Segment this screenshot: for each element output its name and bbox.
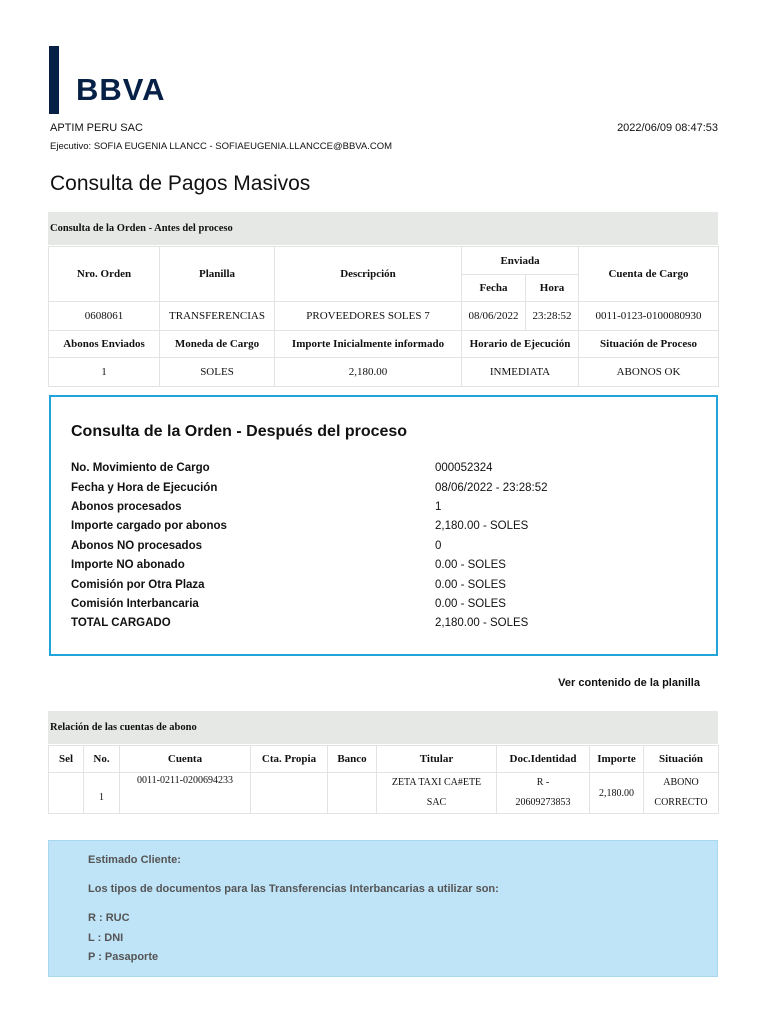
accounts-table xyxy=(48,745,719,814)
row-importe: 2,180.00 xyxy=(590,773,644,814)
header-sel: Sel xyxy=(49,746,84,773)
header-cuenta: Cuenta xyxy=(120,746,251,773)
row-situacion xyxy=(644,773,719,814)
table-row xyxy=(49,302,719,331)
titular-line-1: ZETA TAXI CA#ETE xyxy=(391,777,482,788)
header-banco: Banco xyxy=(328,746,377,773)
doc-type-ruc: R : RUC xyxy=(88,912,130,924)
row-cuenta: 0011-0211-0200694233 xyxy=(120,773,251,814)
row-doc-identidad xyxy=(497,773,590,814)
page-title: Consulta de Pagos Masivos xyxy=(50,172,311,195)
doc-type-pasaporte: P : Pasaporte xyxy=(88,951,159,963)
company-name: APTIM PERU SAC xyxy=(50,122,143,134)
value-total-cargado: 2,180.00 - SOLES xyxy=(435,617,529,629)
value-fecha-hora: 08/06/2022 - 23:28:52 xyxy=(435,482,548,494)
row-no: 1 xyxy=(84,773,120,814)
header-titular: Titular xyxy=(377,746,497,773)
hora: 23:28:52 xyxy=(526,302,579,331)
header-descripcion: Descripción xyxy=(275,247,462,302)
row-banco xyxy=(328,773,377,814)
label-fecha-hora: Fecha y Hora de Ejecución xyxy=(71,482,218,494)
after-process-title: Consulta de la Orden - Después del proceso xyxy=(71,423,408,440)
horario: INMEDIATA xyxy=(462,358,579,387)
doc-line-1: R - xyxy=(536,777,550,788)
label-total-cargado: TOTAL CARGADO xyxy=(71,617,171,629)
accounts-section-header: Relación de las cuentas de abono xyxy=(48,711,718,744)
header-situacion: Situación de Proceso xyxy=(579,331,719,358)
label-movimiento: No. Movimiento de Cargo xyxy=(71,462,210,474)
header-hora: Hora xyxy=(526,275,579,302)
value-importe-cargado: 2,180.00 - SOLES xyxy=(435,520,529,532)
cuenta-cargo: 0011-0123-0100080930 xyxy=(579,302,719,331)
row-titular xyxy=(377,773,497,814)
importe: 2,180.00 xyxy=(275,358,462,387)
header-horario: Horario de Ejecución xyxy=(462,331,579,358)
situacion-line-2: CORRECTO xyxy=(654,797,708,808)
before-section-header: Consulta de la Orden - Antes del proceso xyxy=(48,212,718,245)
header-situacion: Situación xyxy=(644,746,719,773)
header-enviada: Enviada xyxy=(462,247,579,275)
label-importe-cargado: Importe cargado por abonos xyxy=(71,520,227,532)
titular-line-2: SAC xyxy=(426,797,447,808)
bbva-logo: BBVA xyxy=(76,72,166,107)
row-cta-propia xyxy=(251,773,328,814)
executive-info: Ejecutivo: SOFIA EUGENIA LLANCC - SOFIAEUGENIA.LLANCCE@BBVA.COM xyxy=(50,141,393,152)
label-comision-otra-plaza: Comisión por Otra Plaza xyxy=(71,579,205,591)
header-planilla: Planilla xyxy=(160,247,275,302)
header-fecha: Fecha xyxy=(462,275,526,302)
header-cta-propia: Cta. Propia xyxy=(251,746,328,773)
header-no: No. xyxy=(84,746,120,773)
fecha: 08/06/2022 xyxy=(462,302,526,331)
planilla: TRANSFERENCIAS xyxy=(160,302,275,331)
brand-bar xyxy=(49,46,59,114)
header-doc-identidad: Doc.Identidad xyxy=(497,746,590,773)
moneda: SOLES xyxy=(160,358,275,387)
header-moneda: Moneda de Cargo xyxy=(160,331,275,358)
value-movimiento: 000052324 xyxy=(435,462,493,474)
label-abonos-procesados: Abonos procesados xyxy=(71,501,182,513)
view-planilla-link[interactable]: Ver contenido de la planilla xyxy=(558,677,700,689)
header-importe: Importe xyxy=(590,746,644,773)
label-importe-no-abonado: Importe NO abonado xyxy=(71,559,185,571)
value-importe-no-abonado: 0.00 - SOLES xyxy=(435,559,506,571)
header-importe: Importe Inicialmente informado xyxy=(275,331,462,358)
value-comision-interbancaria: 0.00 - SOLES xyxy=(435,598,506,610)
before-table xyxy=(48,246,719,387)
header-cuenta-cargo: Cuenta de Cargo xyxy=(579,247,719,302)
notice-greeting: Estimado Cliente: xyxy=(88,854,181,866)
table-row xyxy=(49,773,719,814)
header-abonos-enviados: Abonos Enviados xyxy=(49,331,160,358)
value-comision-otra-plaza: 0.00 - SOLES xyxy=(435,579,506,591)
label-abonos-no-procesados: Abonos NO procesados xyxy=(71,540,202,552)
descripcion: PROVEEDORES SOLES 7 xyxy=(275,302,462,331)
header-order-no: Nro. Orden xyxy=(49,247,160,302)
order-no: 0608061 xyxy=(49,302,160,331)
sel-checkbox-cell[interactable] xyxy=(49,773,84,814)
value-abonos-procesados: 1 xyxy=(435,501,442,513)
table-row xyxy=(49,358,719,387)
value-abonos-no-procesados: 0 xyxy=(435,540,442,552)
situacion: ABONOS OK xyxy=(579,358,719,387)
doc-type-dni: L : DNI xyxy=(88,932,124,944)
situacion-line-1: ABONO xyxy=(663,777,699,788)
report-datetime: 2022/06/09 08:47:53 xyxy=(617,122,718,134)
label-comision-interbancaria: Comisión Interbancaria xyxy=(71,598,199,610)
doc-line-2: 20609273853 xyxy=(515,797,571,808)
abonos-enviados: 1 xyxy=(49,358,160,387)
notice-intro: Los tipos de documentos para las Transferencias Interbancarias a utilizar son: xyxy=(88,883,499,895)
